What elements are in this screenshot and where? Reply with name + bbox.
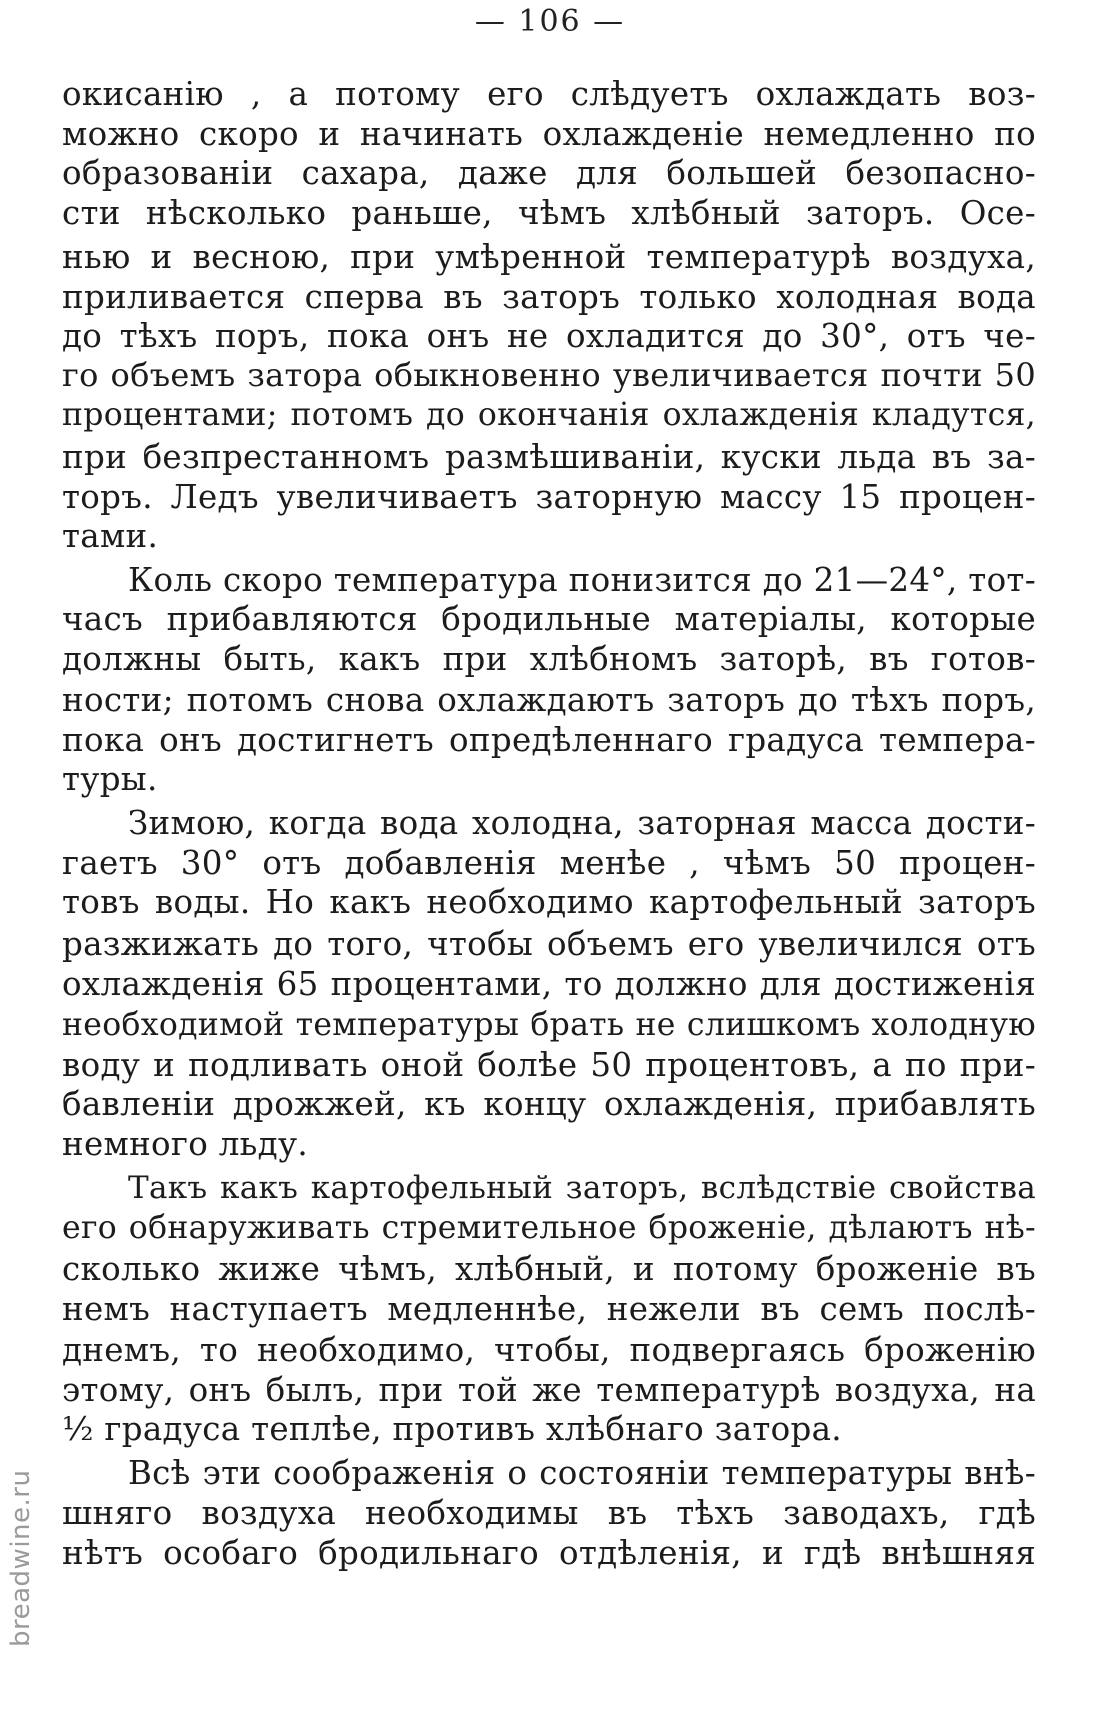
text-line-24: необходимой температуры брать не слишкомъ холодную	[62, 1007, 1036, 1043]
text-line-2: можно скоро и начинать охлажденіе немедленно по	[62, 115, 1036, 153]
text-line-10: при безпрестанномъ размѣшиваніи, куски льда въ за-	[62, 438, 1036, 476]
text-line-26: бавленіи дрожжей, къ концу охлажденія, прибавлять	[62, 1085, 1036, 1123]
text-line-33: этому, онъ былъ, при той же температурѣ воздуха, на	[62, 1371, 1036, 1409]
text-line-4: сти нѣсколько раньше, чѣмъ хлѣбный заторъ. Осе-	[62, 194, 1036, 232]
text-line-9: процентами; потомъ до окончанія охлажденія кладутся,	[62, 397, 1036, 433]
text-line-23: охлажденія 65 процентами, то должно для достиженія	[62, 965, 1036, 1003]
text-line-25: воду и подливать оной болѣе 50 процентовъ, а по при-	[62, 1046, 1036, 1084]
text-line-14: часъ прибавляются бродильные матеріалы, которые	[62, 600, 1036, 638]
text-line-18: туры.	[62, 760, 158, 798]
text-line-3: образованіи сахара, даже для большей безопасно-	[62, 154, 1036, 192]
text-line-1: окисанію , а потому его слѣдуетъ охлаждать воз-	[62, 75, 1036, 113]
text-line-34: ½ градуса теплѣе, противъ хлѣбнаго затора.	[62, 1410, 842, 1448]
text-line-29: его обнаруживать стремительное броженіе, дѣлаютъ нѣ-	[62, 1210, 1036, 1246]
text-line-36: шняго воздуха необходимы въ тѣхъ заводахъ, гдѣ	[62, 1494, 1036, 1532]
text-line-15: должны быть, какъ при хлѣбномъ заторѣ, въ готов-	[62, 640, 1036, 678]
text-line-11: торъ. Ледъ увеличиваетъ заторную массу 15 процен-	[62, 478, 1036, 516]
text-line-35: Всѣ эти соображенія о состояніи температуры внѣ-	[128, 1454, 1036, 1492]
text-line-19: Зимою, когда вода холодна, заторная масса дости-	[128, 804, 1036, 842]
text-line-22: разжижать до того, чтобы объемъ его увеличился отъ	[62, 925, 1036, 963]
text-line-17: пока онъ достигнетъ опредѣленнаго градуса темпера-	[62, 721, 1036, 759]
site-watermark: breadwine.ru	[6, 1470, 36, 1648]
text-line-31: немъ наступаетъ медленнѣе, нежели въ семъ послѣ-	[62, 1290, 1036, 1328]
text-line-7: до тѣхъ поръ, пока онъ не охладится до 30°, отъ че-	[62, 317, 1036, 355]
text-line-27: немного льду.	[62, 1125, 309, 1163]
text-line-6: приливается сперва въ заторъ только холодная вода	[62, 278, 1036, 316]
text-line-12: тами.	[62, 517, 159, 555]
text-line-30: сколько жиже чѣмъ, хлѣбный, и потому броженіе въ	[62, 1250, 1036, 1288]
text-line-21: товъ воды. Но какъ необходимо картофельный заторъ	[62, 883, 1036, 921]
text-line-28: Такъ какъ картофельный заторъ, вслѣдствіе свойства	[128, 1170, 1036, 1206]
text-line-8: го объемъ затора обыкновенно увеличивается почти 50	[62, 356, 1036, 394]
text-line-16: ности; потомъ снова охлаждаютъ заторъ до тѣхъ поръ,	[62, 681, 1036, 719]
text-line-5: нью и весною, при умѣренной температурѣ воздуха,	[62, 238, 1036, 276]
text-line-13: Коль скоро температура понизится до 21—24°, тот-	[128, 561, 1036, 599]
page-number: — 106 —	[474, 4, 626, 39]
text-line-37: нѣтъ особаго бродильнаго отдѣленія, и гдѣ внѣшняя	[62, 1534, 1036, 1572]
text-line-20: гаетъ 30° отъ добавленія менѣе , чѣмъ 50 процен-	[62, 844, 1036, 882]
text-line-32: днемъ, то необходимо, чтобы, подвергаясь броженію	[62, 1331, 1036, 1369]
